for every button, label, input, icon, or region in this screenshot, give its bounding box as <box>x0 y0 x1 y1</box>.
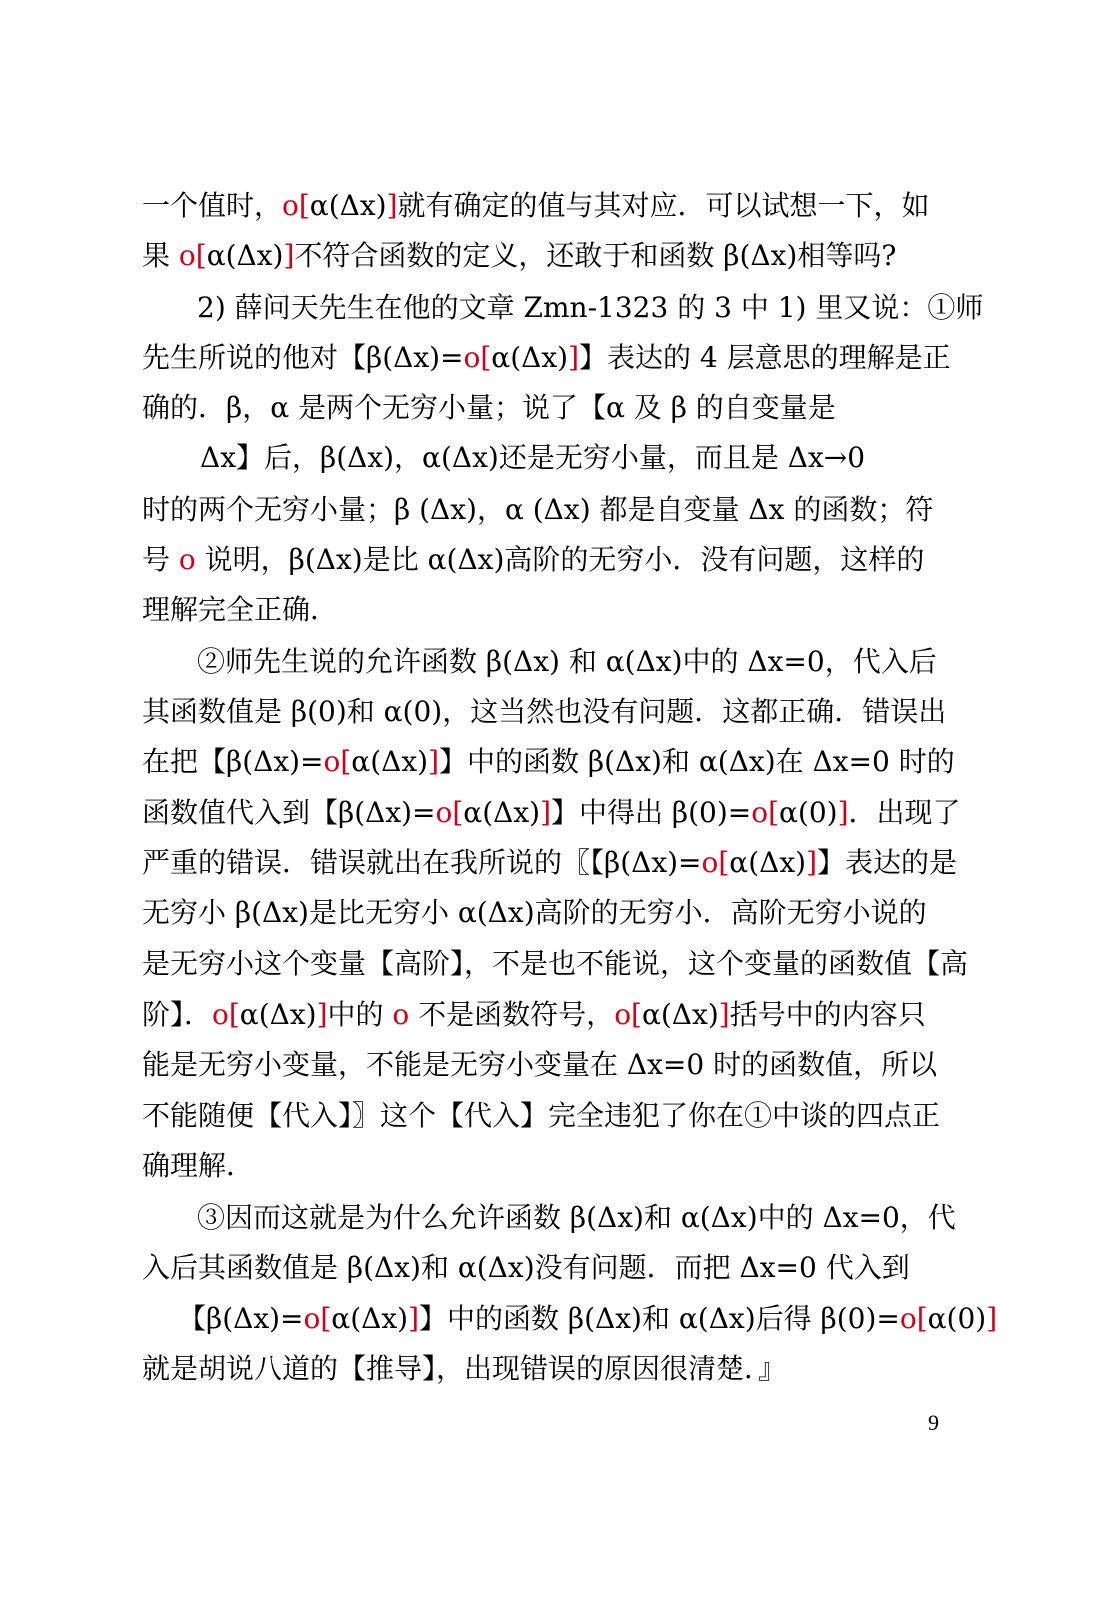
text-segment: 就是胡说八道的【推导】，出现错误的原因很清楚．』 <box>142 1352 787 1385</box>
text-segment: α(Δx) <box>641 998 719 1031</box>
text-segment: 严重的错误．错误就出在我所说的〖【β(Δx)= <box>142 846 702 879</box>
math-symbol-red: ] <box>540 796 552 829</box>
text-segment: 括号中的内容只 <box>729 998 926 1031</box>
math-symbol-red: o[ <box>751 796 780 829</box>
text-line <box>142 893 927 933</box>
text-segment: 【β(Δx)= <box>178 1302 304 1335</box>
math-symbol-red: ] <box>718 998 730 1031</box>
text-segment: 一个值时， <box>142 189 283 222</box>
text-line <box>142 540 924 580</box>
math-symbol-red: ] <box>428 745 440 778</box>
text-line <box>142 490 933 530</box>
text-segment: α(0) <box>779 796 838 829</box>
math-symbol-red: ] <box>386 189 398 222</box>
math-symbol-red: o[ <box>435 796 464 829</box>
math-symbol-red: ] <box>806 846 818 879</box>
math-symbol-red: ] <box>316 998 328 1031</box>
text-segment: Δx】后，β(Δx)，α(Δx)还是无穷小量，而且是 Δx→0 <box>200 441 866 474</box>
math-symbol-red: ] <box>568 341 580 374</box>
math-symbol-red: o <box>392 998 410 1031</box>
text-line <box>142 388 836 428</box>
text-line <box>197 1198 956 1238</box>
text-segment: α(Δx) <box>206 239 284 272</box>
math-symbol-red: o[ <box>212 998 240 1031</box>
math-symbol-red: o[ <box>323 745 352 778</box>
text-segment: 先生所说的他对【β(Δx)= <box>142 341 464 374</box>
text-line <box>142 236 896 276</box>
text-segment: 阶】． <box>142 998 213 1031</box>
text-segment: 函数值代入到【β(Δx)= <box>142 796 436 829</box>
text-segment: α(Δx) <box>463 796 541 829</box>
text-line <box>197 642 937 682</box>
text-segment: α(Δx) <box>491 341 569 374</box>
math-symbol-red: o[ <box>899 1302 928 1335</box>
text-segment: 确的．β，α 是两个无穷小量；说了【α 及 β 的自变量是 <box>142 391 836 424</box>
text-segment: 不符合函数的定义，还敢于和函数 β(Δx)相等吗? <box>294 239 897 272</box>
text-line <box>200 438 865 478</box>
math-symbol-red: o[ <box>614 998 642 1031</box>
text-line <box>142 995 926 1035</box>
text-segment: 】中的函数 β(Δx)和 α(Δx)后得 β(0)= <box>419 1302 900 1335</box>
text-line <box>142 742 955 782</box>
text-segment: 无穷小 β(Δx)是比无穷小 α(Δx)高阶的无穷小．高阶无穷小说的 <box>142 896 927 929</box>
text-segment: ．出现了 <box>848 796 961 829</box>
math-symbol-red: o <box>178 543 196 576</box>
text-segment: α(Δx) <box>239 998 317 1031</box>
text-segment: 】中得出 β(0)= <box>551 796 752 829</box>
text-line <box>142 1096 940 1136</box>
math-symbol-red: o[ <box>282 189 310 222</box>
text-segment: 说明，β(Δx)是比 α(Δx)高阶的无穷小．没有问题，这样的 <box>195 543 925 576</box>
text-line <box>142 1349 786 1389</box>
text-line <box>142 1248 910 1288</box>
text-segment: α(Δx) <box>331 1302 409 1335</box>
text-segment: 能是无穷小变量，不能是无穷小变量在 Δx=0 时的函数值，所以 <box>142 1048 938 1081</box>
text-line <box>178 1299 997 1339</box>
text-segment: 就有确定的值与其对应．可以试想一下，如 <box>397 189 930 222</box>
text-segment: 确理解． <box>142 1149 255 1182</box>
text-segment: 在把【β(Δx)= <box>142 745 324 778</box>
text-segment: 】中的函数 β(Δx)和 α(Δx)在 Δx=0 时的 <box>439 745 955 778</box>
text-segment: α(0) <box>927 1302 987 1335</box>
text-segment: 】表达的是 <box>817 846 958 879</box>
math-symbol-red: o[ <box>463 341 492 374</box>
text-segment: α(Δx) <box>309 189 387 222</box>
math-symbol-red: o[ <box>701 846 730 879</box>
text-line <box>197 288 983 328</box>
text-line <box>142 186 930 226</box>
text-line <box>142 944 968 984</box>
math-symbol-red: o[ <box>303 1302 332 1335</box>
math-symbol-red: ] <box>408 1302 420 1335</box>
text-segment: 入后其函数值是 β(Δx)和 α(Δx)没有问题．而把 Δx=0 代入到 <box>142 1251 910 1284</box>
math-symbol-red: ] <box>283 239 295 272</box>
text-segment: α(Δx) <box>729 846 807 879</box>
math-symbol-red: ] <box>986 1302 998 1335</box>
text-segment: 不能随便【代入】〗这个【代入】完全违犯了你在①中谈的四点正 <box>142 1099 941 1132</box>
text-line <box>142 338 951 378</box>
text-segment: 中的 <box>327 998 393 1031</box>
text-segment: 时的两个无穷小量；β (Δx)，α (Δx) 都是自变量 Δx 的函数；符 <box>142 493 934 526</box>
text-line <box>142 843 957 883</box>
text-segment: 不是函数符号， <box>409 998 615 1031</box>
text-segment: 果 <box>142 239 179 272</box>
text-segment: α(Δx) <box>351 745 429 778</box>
text-segment: 2) 薛问天先生在他的文章 Zmn-1323 的 3 中 1) 里又说：①师 <box>197 291 984 324</box>
text-segment: 号 <box>142 543 179 576</box>
text-segment: ③因而这就是为什么允许函数 β(Δx)和 α(Δx)中的 Δx=0，代 <box>197 1201 956 1234</box>
text-line <box>142 692 946 732</box>
text-segment: 是无穷小这个变量【高阶】，不是也不能说，这个变量的函数值【高 <box>142 947 969 980</box>
math-symbol-red: o[ <box>178 239 207 272</box>
text-line <box>142 1146 254 1186</box>
page-number: 9 <box>928 1410 939 1435</box>
text-line <box>142 793 961 833</box>
text-segment: 其函数值是 β(0)和 α(0)，这当然也没有问题．这都正确．错误出 <box>142 695 947 728</box>
text-line <box>142 590 338 630</box>
text-segment: ②师先生说的允许函数 β(Δx) 和 α(Δx)中的 Δx=0，代入后 <box>197 645 937 678</box>
text-segment: 】表达的 4 层意思的理解是正 <box>579 341 951 374</box>
text-segment: 理解完全正确． <box>142 593 339 626</box>
math-symbol-red: ] <box>837 796 849 829</box>
text-line <box>142 1045 937 1085</box>
